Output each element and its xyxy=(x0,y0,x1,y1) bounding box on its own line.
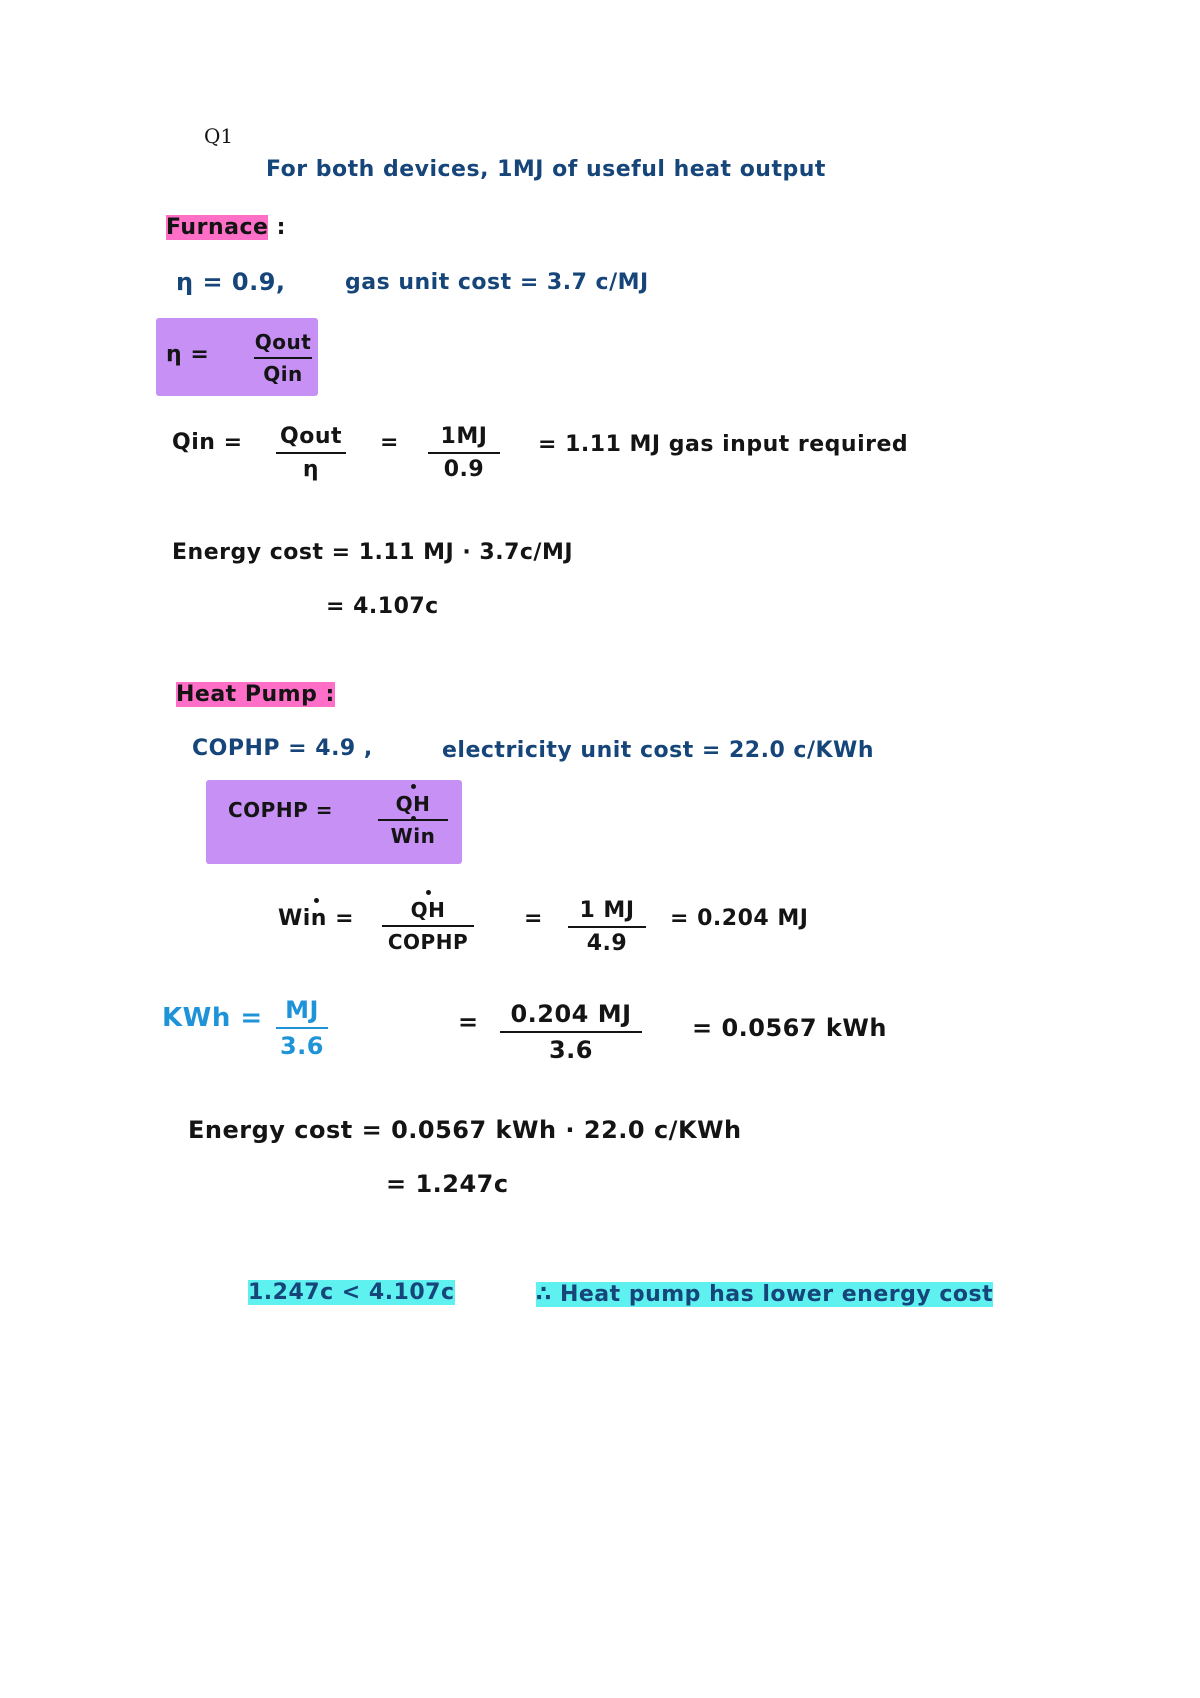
furnace-formula-fraction xyxy=(254,330,312,386)
furnace-given-eta: η = 0.9, xyxy=(176,268,286,296)
qin-fraction-1 xyxy=(276,424,346,482)
heat-pump-given-cop: COPHP = 4.9 , xyxy=(192,736,373,761)
win-lhs-text: Win = xyxy=(278,906,355,931)
question-number: Q1 xyxy=(204,124,234,148)
furnace-heading-text: Furnace xyxy=(166,215,269,240)
conclusion-statement xyxy=(536,1282,993,1307)
conversion-num: MJ xyxy=(285,996,319,1024)
heat-pump-given-cost: electricity unit cost = 22.0 c/KWh xyxy=(442,738,874,763)
furnace-formula-lhs: η = xyxy=(166,342,210,367)
heat-pump-heading xyxy=(176,682,335,707)
furnace-given-cost: gas unit cost = 3.7 c/MJ xyxy=(345,270,649,295)
qin-lhs: Qin = xyxy=(172,430,243,455)
fraction-bar xyxy=(428,452,500,454)
furnace-formula-num: Qout xyxy=(254,330,312,354)
intro-statement: For both devices, 1MJ of useful heat output xyxy=(266,157,826,182)
fraction-bar xyxy=(276,1027,328,1029)
heat-pump-formula-fraction xyxy=(378,792,448,848)
heat-pump-cost-line-2: = 1.247c xyxy=(386,1170,509,1198)
win-result: = 0.204 MJ xyxy=(670,906,809,931)
conclusion-comparison xyxy=(248,1280,455,1305)
conclusion-comparison-text: 1.247c < 4.107c xyxy=(248,1280,455,1305)
win-frac2-num: 1 MJ xyxy=(579,898,635,923)
fraction-bar xyxy=(254,357,312,359)
fraction-bar xyxy=(568,926,646,928)
win-equals: = xyxy=(524,906,543,931)
win-fraction-1 xyxy=(382,898,474,954)
heat-pump-cost-line-1: Energy cost = 0.0567 kWh · 22.0 c/KWh xyxy=(188,1116,742,1144)
furnace-heading-colon: : xyxy=(276,215,286,240)
heat-pump-formula-den: Win xyxy=(390,824,436,848)
fraction-bar xyxy=(276,452,346,454)
qin-frac2-den: 0.9 xyxy=(443,457,485,482)
conclusion-statement-text: ∴ Heat pump has lower energy cost xyxy=(536,1282,994,1307)
qin-frac2-num: 1MJ xyxy=(440,424,488,449)
win-fraction-2 xyxy=(568,898,646,956)
qin-result: = 1.11 MJ gas input required xyxy=(538,432,909,457)
win-lhs xyxy=(278,906,354,931)
qin-frac1-den: η xyxy=(302,457,320,482)
heat-pump-formula-num: QH xyxy=(395,792,431,816)
conversion-result: = 0.0567 kWh xyxy=(692,1014,887,1042)
conversion-den: 3.6 xyxy=(279,1032,324,1060)
conversion-value-fraction xyxy=(500,1000,642,1064)
conversion-lhs: KWh = xyxy=(162,1003,263,1033)
conversion-equals: = xyxy=(458,1008,479,1036)
heat-pump-formula-lhs: COPHP = xyxy=(228,798,333,822)
qin-fraction-2 xyxy=(428,424,500,482)
win-frac1-num: QH xyxy=(410,898,446,922)
furnace-cost-line-1: Energy cost = 1.11 MJ · 3.7c/MJ xyxy=(172,540,574,565)
win-frac2-den: 4.9 xyxy=(586,931,628,956)
furnace-heading xyxy=(166,215,286,240)
conversion-value-num: 0.204 MJ xyxy=(510,1000,632,1028)
heat-pump-heading-text: Heat Pump : xyxy=(176,682,335,707)
fraction-bar xyxy=(500,1031,642,1033)
conversion-fraction xyxy=(276,996,328,1060)
win-frac1-den: COPHP xyxy=(387,930,469,954)
qin-equals: = xyxy=(380,430,399,455)
fraction-bar xyxy=(382,925,474,927)
conversion-value-den: 3.6 xyxy=(548,1036,593,1064)
qin-frac1-num: Qout xyxy=(280,424,342,449)
furnace-cost-line-2: = 4.107c xyxy=(326,594,439,619)
furnace-formula-den: Qin xyxy=(263,362,303,386)
